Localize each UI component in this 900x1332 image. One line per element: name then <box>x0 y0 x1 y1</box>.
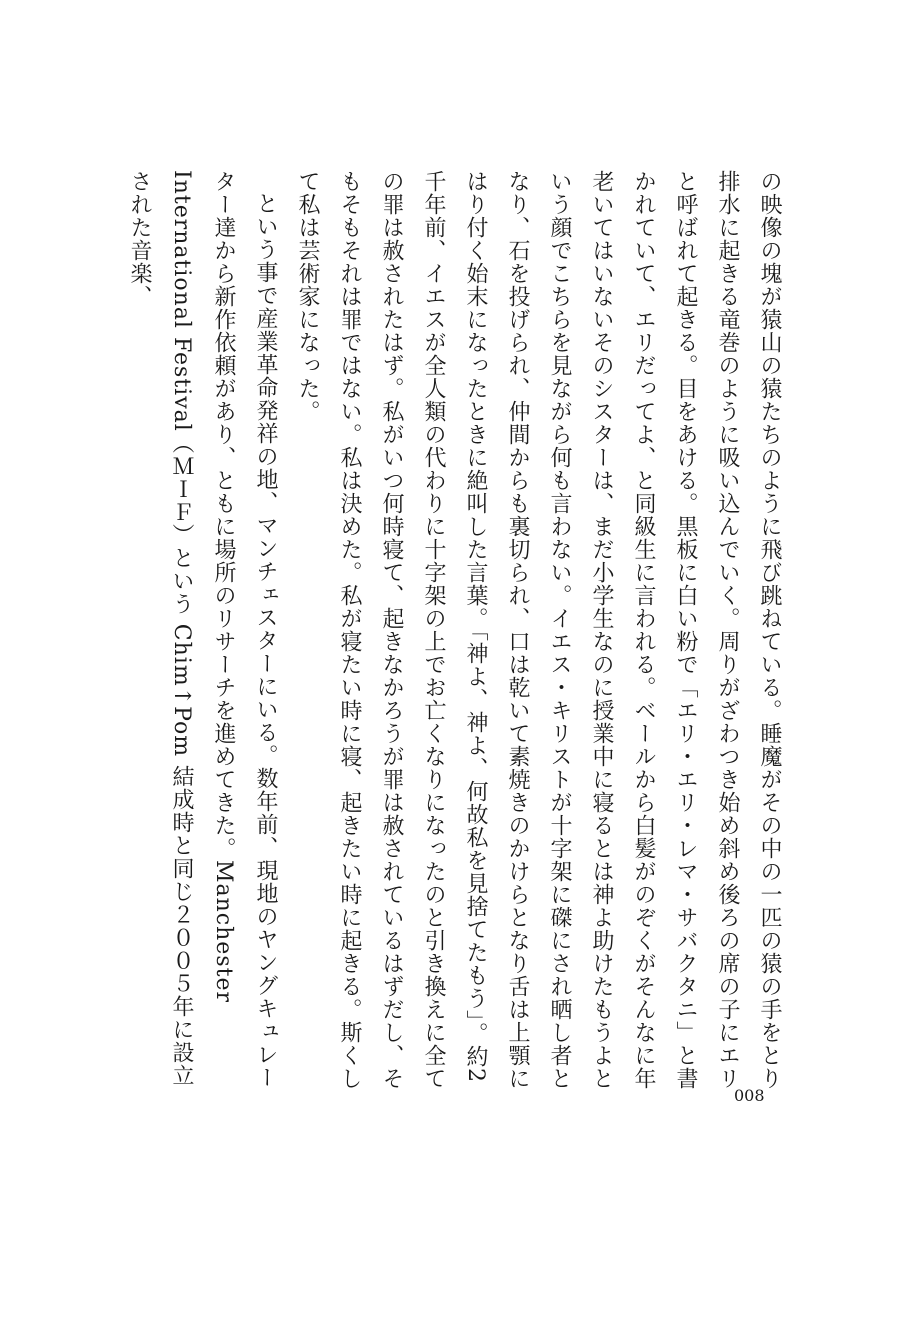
vertical-text-body <box>100 170 790 1090</box>
paragraph-2: という事で産業革命発祥の地、マンチェスターにいる。数年前、現地のヤングキュレーター達から新作依頼があり、ともに場所のリサーチを進めてきた。Manchester International Festival（ＭＩＦ）という Chim↑Pom 結成時と同じ２００５年に設立された音楽、 <box>127 170 278 1089</box>
paragraph-1: の映像の塊が猿山の猿たちのように飛び跳ねている。睡魔がその中の一匹の猿の手をとり排水に起きる竜巻のように吸い込んでいく。周りがざわつき始め斜め後ろの席の子にエリと呼ばれて起きる。目をあける。黒板に白い粉で「エリ・エリ・レマ・サバクタニ」と書かれていて、エリだってよ、と同級生に言われる。ベールから白髪がのぞくがそんなに年老いてはいないそのシスターは、まだ小学生なのに授業中に寝るとは神よ助けたもうよという顔でこちらを見ながら何も言わない。イエス・キリストが十字架に磔にされ晒し者となり、石を投げられ、仲間からも裏切られ、口は乾いて素焼きのかけらとなり舌は上顎にはり付く始末になったときに絶叫した言葉。「神よ、神よ、何故私を見捨てたもう」。約2千年前、イエスが全人類の代わりに十字架の上でお亡くなりになったのと引き換えに全ての罪は赦されたはず。私がいつ何時寝て、起きなかろうが罪は赦されているはずだし、そもそもそれは罪ではない。私は決めた。私が寝たい時に寝、起きたい時に起きる。斯くして私は芸術家になった。 <box>295 170 782 1090</box>
page-number: 008 <box>734 1086 765 1105</box>
